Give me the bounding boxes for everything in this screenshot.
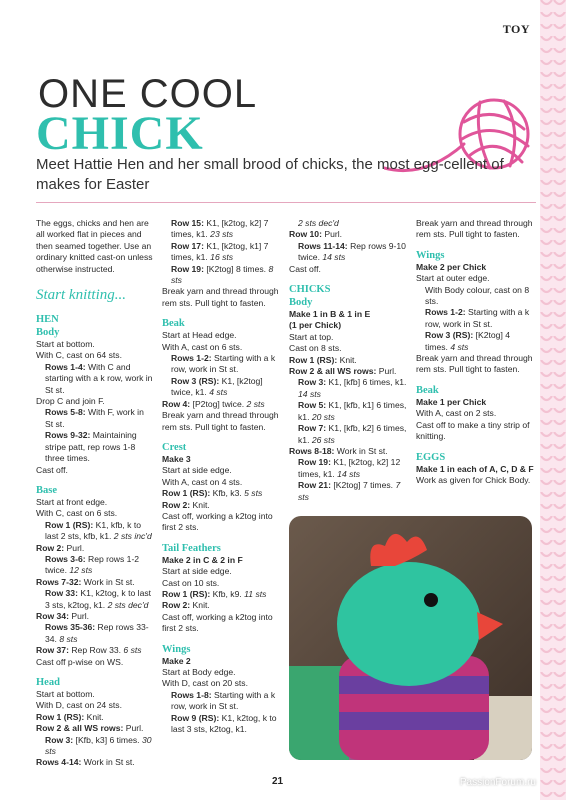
instruction-line: Start at bottom. [36, 339, 95, 350]
make-line [289, 309, 407, 320]
instruction-line [162, 399, 280, 410]
row-label: Row 15: [171, 218, 204, 228]
make-count: Make 1 per Chick [416, 396, 487, 407]
knitted-chick-photo [289, 516, 532, 760]
make-count: Make 1 in each of A, C, D & F [416, 463, 534, 474]
row-label: Rows 1-4: [45, 361, 86, 372]
row-label: Rows 1-2: [171, 353, 212, 364]
row-text: K1, k2tog, k to last 3 sts, k2tog, k1. [45, 588, 152, 610]
instruction-line: With D, cast on 24 sts. [36, 700, 122, 711]
instruction-line [289, 423, 407, 446]
instruction-line [36, 588, 154, 611]
instruction-line [36, 362, 154, 396]
chick-body-heading: Body [289, 297, 313, 309]
row-label: Rows 4-14: [36, 757, 82, 768]
instruction-line: Work as given for Chick Body. [416, 474, 531, 485]
instruction-line: Cast off. [289, 263, 321, 274]
instruction-line [289, 229, 407, 240]
instruction-line [36, 554, 154, 577]
instruction-line [162, 241, 280, 264]
instruction-line: Start at front edge. [36, 496, 108, 507]
instruction-line: Start at bottom. [36, 689, 95, 699]
row-label: Row 10: [289, 229, 322, 240]
row-label: Row 4: [162, 398, 191, 409]
stitch-count: 26 sts [311, 434, 335, 445]
row-text: Rep rows 33-34. [45, 622, 149, 644]
row-text: K1, [k2tog, k2] 7 times, k1. [171, 218, 269, 240]
make-line [289, 320, 407, 331]
watermark: PassionForum.ru [459, 777, 536, 788]
row-text: Kfb, k3. [210, 488, 245, 499]
row-label: Rows 1-8: [171, 689, 212, 700]
instruction-line: Start at Head edge. [162, 330, 237, 341]
instruction-line [416, 307, 534, 330]
row-text: Knit. [190, 499, 210, 510]
instruction-line: Break yarn and thread through rem sts. Pull tight to fasten. [162, 286, 279, 308]
row-text: Starting with a k row, work in St st. [171, 689, 276, 712]
base-heading: Base [36, 484, 57, 496]
instruction-line: Break yarn and thread through rem sts. Pull tight to fasten. [416, 218, 533, 240]
instruction-line [36, 622, 154, 645]
make-line [162, 555, 280, 566]
instruction-line [289, 377, 407, 400]
make-line [162, 454, 280, 465]
row-label: Row 2 & all WS rows: [36, 723, 124, 734]
instruction-line [162, 500, 280, 511]
stitch-count: 2 sts [246, 398, 265, 409]
stitch-count: 2 sts dec'd [107, 599, 149, 610]
row-text: K1, [k2tog] twice, k1. [171, 375, 263, 398]
row-label: Rows 9-32: [45, 430, 91, 441]
row-label: Row 1 (RS): [45, 519, 94, 530]
instruction-line: Cast on 8 sts. [289, 343, 342, 354]
make-count: Make 2 in C & 2 in F [162, 554, 243, 565]
instruction-line [289, 446, 407, 457]
row-label: Row 3 (RS): [425, 330, 474, 341]
stitch-count: 2 sts inc'd [113, 531, 152, 542]
instruction-line [162, 488, 280, 499]
row-text: Purl. [321, 229, 343, 240]
make-line [416, 397, 534, 408]
row-text: K1, [kfb, k2] 6 times, k1. [298, 423, 407, 445]
head-heading: Head [36, 677, 60, 688]
stitch-count: 14 sts [322, 252, 346, 263]
instruction-line [162, 690, 280, 713]
row-label: Row 17: [171, 240, 204, 251]
row-label: Row 5: [298, 400, 327, 411]
stitch-count: 20 sts [311, 411, 335, 422]
instruction-line [289, 355, 407, 366]
instruction-line [162, 218, 280, 241]
start-knitting-heading: Start knitting... [36, 287, 126, 304]
instruction-line [36, 543, 154, 554]
instruction-line: With C, cast on 64 sts. [36, 350, 122, 361]
instruction-line [289, 400, 407, 423]
row-label: Rows 8-18: [289, 445, 335, 456]
instruction-line [289, 218, 407, 229]
instruction-line [162, 376, 280, 399]
row-label: Rows 35-36: [45, 622, 96, 633]
instruction-line [36, 757, 154, 768]
instruction-line: With C, cast on 6 sts. [36, 508, 118, 519]
instruction-line [289, 457, 407, 480]
row-text: Purl. [64, 542, 85, 553]
eggs-heading: EGGS [416, 451, 446, 463]
hen-heading: HEN [36, 314, 59, 326]
row-label: Row 19: [171, 263, 204, 274]
instruction-line [162, 353, 280, 376]
make-line [162, 656, 280, 667]
row-label: Row 19: [298, 457, 331, 468]
instruction-line: With A, cast on 6 sts. [162, 341, 243, 352]
make-count: Make 3 [162, 453, 191, 464]
row-text: Work in St st. [334, 445, 388, 456]
row-text: [K2tog] 8 times. [203, 263, 269, 274]
instruction-line [36, 520, 154, 543]
stitch-count: 2 sts dec'd [298, 218, 339, 228]
row-text: Knit. [337, 354, 357, 365]
instruction-line: Start at top. [289, 331, 334, 342]
row-label: Rows 7-32: [36, 576, 82, 587]
instruction-line [289, 241, 407, 264]
row-label: Rows 3-6: [45, 553, 86, 564]
row-label: Row 2: [162, 600, 191, 611]
row-text: [K2tog] 7 times. [330, 480, 396, 491]
instruction-line: Cast off to make a tiny strip of knitting. [416, 419, 530, 442]
row-label: Rows 11-14: [298, 240, 348, 251]
stitch-count: 30 sts [45, 734, 152, 757]
row-label: Row 7: [298, 423, 327, 434]
divider-rule [36, 202, 536, 203]
text-column-4 [416, 218, 534, 486]
row-text: Work in St st. [81, 576, 135, 587]
knit-stitch-border-pattern [540, 0, 566, 800]
title-line-two: CHICK [36, 107, 204, 160]
stitch-count: 6 sts [123, 645, 142, 656]
section-tag: TOY [502, 22, 530, 36]
row-text: [Kfb, k3] 6 times. [73, 734, 142, 745]
instruction-line [36, 645, 154, 656]
instruction-line [36, 611, 154, 622]
beak-heading: Beak [162, 318, 185, 330]
row-text: [K2tog] 4 times. [425, 330, 511, 352]
row-text: Starting with a k row, work in St st. [425, 307, 530, 329]
row-text: Purl. [376, 366, 397, 377]
row-text: [P2tog] twice. [190, 398, 247, 409]
instruction-line: With Body colour, cast on 8 sts. [425, 284, 530, 307]
text-column-3 [289, 218, 407, 503]
chick-beak-heading: Beak [416, 384, 439, 396]
stitch-count: 14 sts [337, 468, 361, 479]
instruction-line [36, 407, 154, 430]
instruction-line [162, 600, 280, 611]
row-text: Kfb, k9. [210, 588, 245, 599]
stitch-count: 8 sts [171, 263, 274, 286]
chick-wings-heading: Wings [416, 249, 445, 261]
row-text: Knit. [84, 711, 104, 722]
instruction-line [289, 480, 407, 503]
make-count: Make 1 in B & 1 in E [289, 309, 371, 320]
row-label: Rows 1-2: [425, 307, 466, 318]
row-label: Row 2 & all WS rows: [289, 366, 377, 377]
stitch-count: 4 sts [209, 387, 228, 398]
instruction-line: Cast off p-wise on WS. [36, 656, 124, 667]
instruction-line: Drop C and join F. [36, 396, 105, 407]
instruction-line [162, 589, 280, 600]
instruction-line: Break yarn and thread through rem sts. Pull tight to fasten. [162, 410, 279, 432]
row-text: With C and starting with a k row, work in St st. [45, 361, 153, 395]
instruction-line: Start at side edge. [162, 465, 232, 476]
row-label: Row 37: [36, 645, 69, 656]
row-text: K1, [k2tog, k2] 12 times, k1. [298, 457, 401, 479]
instruction-line: With A, cast on 2 sts. [416, 408, 497, 419]
hen-wings-heading: Wings [162, 643, 191, 655]
stitch-count: 12 sts [69, 565, 93, 576]
row-label: Row 9 (RS): [171, 712, 220, 723]
instruction-line [36, 723, 154, 734]
instruction-line: Cast off, working a k2tog into first 2 sts. [162, 611, 273, 634]
row-text: Maintaining stripe patt, rep rows 1-8 three times. [45, 430, 137, 464]
instruction-line [36, 577, 154, 588]
row-text: K1, [kfb] 6 times, k1. [326, 377, 407, 388]
row-label: Row 3: [45, 734, 74, 745]
row-text: Rep rows 1-2 twice. [45, 553, 140, 576]
instruction-line [416, 330, 534, 353]
stitch-count: 5 sts [244, 488, 263, 499]
instruction-line: Cast on 10 sts. [162, 577, 220, 588]
hen-body-heading: Body [36, 327, 60, 339]
row-text: Rep rows 9-10 twice. [298, 240, 406, 263]
instruction-line: Cast off, working a k2tog into first 2 sts. [162, 510, 273, 533]
row-text: K1, k2tog, k to last 3 sts, k2tog, k1. [171, 712, 277, 735]
row-label: Row 1 (RS): [162, 588, 211, 599]
row-label: Row 34: [36, 610, 69, 621]
instruction-line [162, 264, 280, 287]
instruction-line [36, 735, 154, 758]
row-label: Row 2: [36, 542, 65, 553]
instruction-line: Break yarn and thread through rem sts. Pull tight to fasten. [416, 353, 533, 375]
title-line-one: ONE COOL [38, 72, 258, 116]
row-text: K1, [k2tog, k1] 7 times, k1. [171, 240, 269, 263]
text-column-1 [36, 218, 154, 769]
instruction-line [289, 366, 407, 377]
stitch-count: 4 sts [450, 341, 469, 352]
knit-stitch-border [540, 0, 566, 800]
instruction-line: Start at outer edge. [416, 273, 490, 284]
instruction-line [162, 713, 280, 736]
row-text: Starting with a k row, work in St st. [171, 353, 276, 375]
make-line [416, 262, 534, 273]
make-count: Make 2 [162, 655, 191, 666]
instruction-line [36, 430, 154, 464]
row-text: Purl. [68, 610, 90, 621]
stitch-count: 23 sts [210, 229, 234, 240]
stitch-count: 11 sts [244, 588, 267, 599]
row-label: Row 21: [298, 480, 331, 491]
stitch-count: 16 sts [210, 252, 234, 263]
text-column-2 [162, 218, 280, 735]
instruction-line: Cast off. [36, 464, 68, 475]
row-label: Row 33: [45, 588, 78, 599]
row-label: Row 1 (RS): [162, 488, 211, 499]
row-label: Rows 5-8: [45, 407, 86, 418]
instruction-line: Start at Body edge. [162, 667, 236, 677]
row-text: Rep Row 33. [68, 645, 124, 656]
instruction-line [36, 712, 154, 723]
page-number: 21 [272, 776, 284, 787]
row-text: Knit. [190, 600, 210, 611]
instruction-line: Start at side edge. [162, 566, 232, 577]
instruction-line: With A, cast on 4 sts. [162, 476, 243, 487]
stitch-count: 14 sts [298, 388, 321, 399]
row-text: Purl. [123, 723, 144, 734]
instruction-line: With D, cast on 20 sts. [162, 678, 248, 689]
make-line [416, 464, 534, 475]
stitch-count: 8 sts [59, 633, 78, 644]
row-label: Row 2: [162, 499, 191, 510]
row-text: K1, kfb, k to last 2 sts, kfb, k1. [45, 519, 141, 542]
row-text: Work in St st. [81, 757, 135, 768]
row-label: Row 1 (RS): [36, 711, 85, 722]
make-count: (1 per Chick) [289, 320, 342, 331]
make-count: Make 2 per Chick [416, 261, 487, 272]
crest-heading: Crest [162, 441, 187, 453]
intro-paragraph: The eggs, chicks and hen are all worked flat in pieces and then seamed together. Use an ordinary knitted cast-on unless otherwise instructed. [36, 218, 153, 274]
tail-feathers-heading: Tail Feathers [162, 542, 221, 554]
stitch-count: 7 sts [298, 480, 401, 502]
row-label: Row 1 (RS): [289, 354, 338, 365]
row-text: With F, work in St st. [45, 407, 144, 429]
row-label: Row 3 (RS): [171, 375, 220, 386]
chicks-heading: CHICKS [289, 284, 331, 296]
row-text: K1, [kfb, k1] 6 times, k1. [298, 400, 407, 422]
knitted-chick-illustration [289, 516, 532, 760]
row-label: Row 3: [298, 377, 327, 388]
standfirst: Meet Hattie Hen and her small brood of chicks, the most egg-cellent of makes for Easter [36, 156, 504, 193]
